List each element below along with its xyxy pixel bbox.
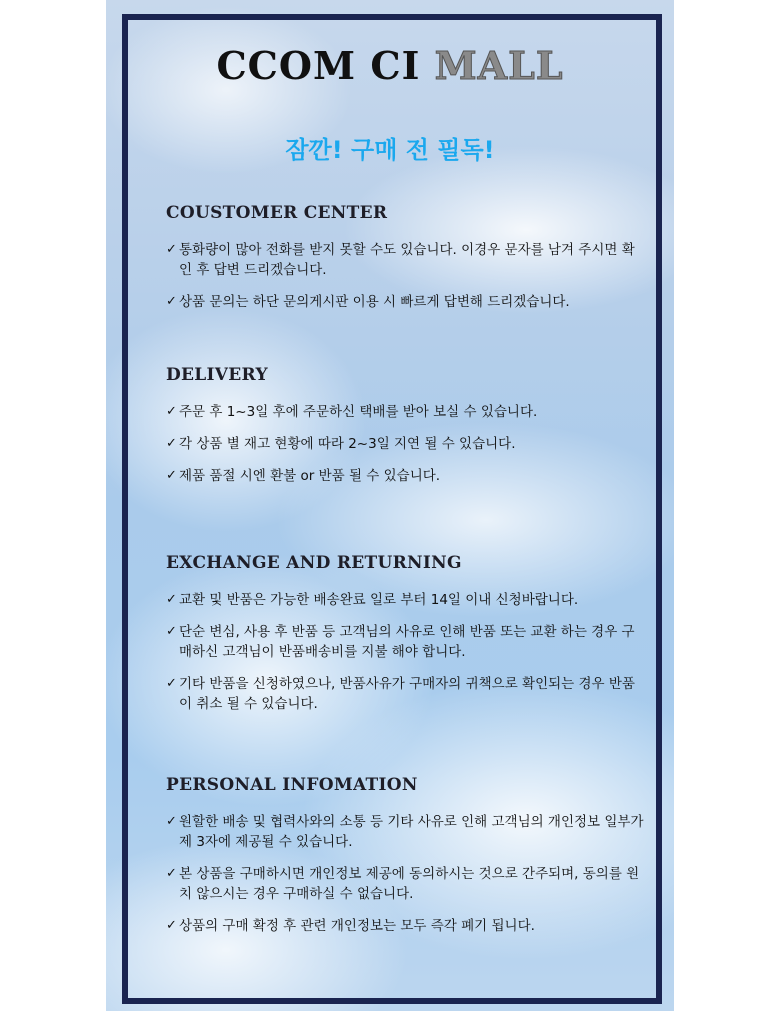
check-icon: ✓ (166, 436, 177, 451)
section-heading: DELIVERY (166, 365, 268, 385)
check-icon: ✓ (166, 294, 177, 309)
section-personal-information (166, 772, 646, 948)
check-icon: ✓ (166, 676, 177, 691)
check-icon: ✓ (166, 404, 177, 419)
mall-title-ccom-ci: CCOM CI (216, 43, 435, 88)
list-item (166, 864, 646, 904)
check-icon: ✓ (166, 866, 177, 881)
list-item (166, 402, 646, 422)
section-customer-center (166, 200, 646, 324)
notice-subtitle: 잠깐! 구매 전 필독! (285, 136, 495, 164)
section-delivery (166, 362, 646, 498)
list-item-text: 원할한 배송 및 협력사와의 소통 등 기타 사유로 인해 고객님의 개인정보 일부가 제 3자에 제공될 수 있습니다. (179, 814, 644, 850)
list-item-text: 주문 후 1~3일 후에 주문하신 택배를 받아 보실 수 있습니다. (179, 404, 538, 420)
notice-poster (106, 0, 674, 1011)
section-heading: EXCHANGE AND RETURNING (166, 553, 462, 573)
mall-title-mall: MALL (434, 43, 564, 88)
check-icon: ✓ (166, 624, 177, 639)
section-exchange-returning (166, 550, 646, 726)
check-icon: ✓ (166, 814, 177, 829)
list-item (166, 622, 646, 662)
list-item (166, 240, 646, 280)
mall-title (106, 38, 674, 94)
list-item-text: 기타 반품을 신청하였으나, 반품사유가 구매자의 귀책으로 확인되는 경우 반품이 취소 될 수 있습니다. (179, 676, 635, 712)
list-item (166, 292, 646, 312)
list-item (166, 434, 646, 454)
list-item-text: 제품 품절 시엔 환불 or 반품 될 수 있습니다. (179, 468, 441, 484)
check-icon: ✓ (166, 918, 177, 933)
list-item (166, 916, 646, 936)
list-item-text: 단순 변심, 사용 후 반품 등 고객님의 사유로 인해 반품 또는 교환 하는 경우 구매하신 고객님이 반품배송비를 지불 해야 합니다. (179, 624, 635, 660)
list-item (166, 812, 646, 852)
check-icon: ✓ (166, 242, 177, 257)
list-item-text: 통화량이 많아 전화를 받지 못할 수도 있습니다. 이경우 문자를 남겨 주시면 확인 후 답변 드리겠습니다. (179, 242, 635, 278)
list-item-text: 교환 및 반품은 가능한 배송완료 일로 부터 14일 이내 신청바랍니다. (179, 592, 579, 608)
list-item-text: 각 상품 별 재고 현황에 따라 2~3일 지연 될 수 있습니다. (179, 436, 516, 452)
section-heading: PERSONAL INFOMATION (166, 775, 418, 795)
list-item-text: 상품의 구매 확정 후 관련 개인정보는 모두 즉각 폐기 됩니다. (179, 918, 535, 934)
list-item-text: 상품 문의는 하단 문의게시판 이용 시 빠르게 답변해 드리겠습니다. (179, 294, 570, 310)
list-item (166, 466, 646, 486)
check-icon: ✓ (166, 592, 177, 607)
section-heading: COUSTOMER CENTER (166, 203, 388, 223)
list-item (166, 590, 646, 610)
list-item-text: 본 상품을 구매하시면 개인정보 제공에 동의하시는 것으로 간주되며, 동의를 원치 않으시는 경우 구매하실 수 없습니다. (179, 866, 640, 902)
check-icon: ✓ (166, 468, 177, 483)
list-item (166, 674, 646, 714)
